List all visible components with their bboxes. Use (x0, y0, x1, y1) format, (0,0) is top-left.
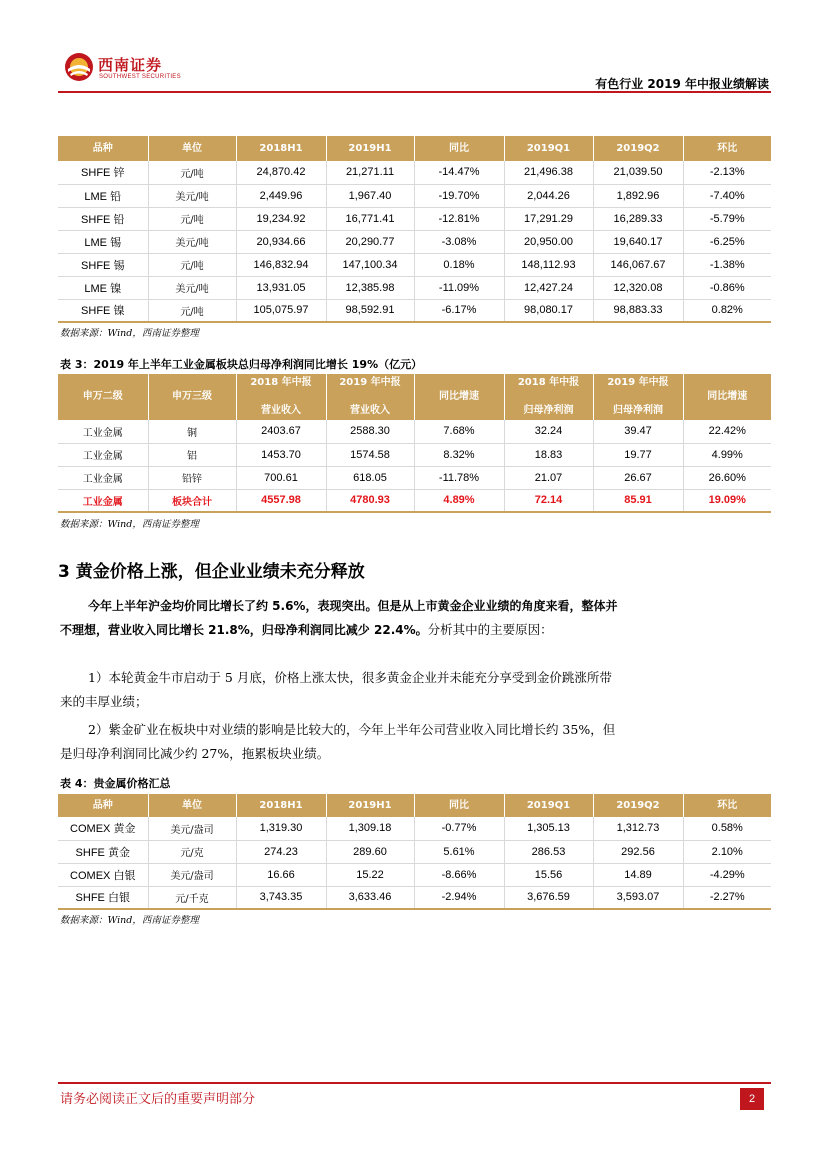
table-cell: 0.82% (683, 299, 771, 322)
table-cell: 工业金属 (58, 443, 148, 466)
table-row (58, 184, 771, 207)
table-cell: LME 锡 (58, 230, 148, 253)
table-cell: 元/吨 (148, 299, 236, 322)
table-cell: -14.47% (414, 161, 504, 184)
section-paragraph-1 (60, 594, 620, 642)
table-cell: 20,950.00 (504, 230, 593, 253)
footer-disclaimer: 请务必阅读正文后的重要声明部分 (60, 1092, 256, 1107)
table-cell: 21,039.50 (593, 161, 683, 184)
table-cell: 21,271.11 (326, 161, 414, 184)
southwest-securities-logo-icon (64, 52, 94, 82)
col-header-line: 营业收入 (350, 405, 390, 416)
table-header-row (58, 794, 771, 817)
col-header (593, 374, 683, 420)
table-cell: 15.56 (504, 863, 593, 886)
logo-english-name: SOUTHWEST SECURITIES (99, 74, 181, 80)
table3-source: 数据来源：Wind，西南证券整理 (60, 519, 199, 530)
table-cell: SHFE 铅 (58, 207, 148, 230)
table-cell: 美元/吨 (148, 276, 236, 299)
table-cell: 2403.67 (236, 420, 326, 443)
table-cell: 16.66 (236, 863, 326, 886)
table-cell: 274.23 (236, 840, 326, 863)
table-cell: 元/吨 (148, 207, 236, 230)
table-cell: -2.94% (414, 886, 504, 909)
table-cell: 铅锌 (148, 466, 236, 489)
report-title: 有色行业 2019 年中报业绩解读 (595, 77, 769, 91)
section-heading: 3 黄金价格上涨，但企业业绩未充分释放 (58, 562, 365, 582)
col-header: 2019Q2 (593, 794, 683, 817)
table-row (58, 863, 771, 886)
table-cell: 3,633.46 (326, 886, 414, 909)
table-cell: -7.40% (683, 184, 771, 207)
table-cell: 美元/吨 (148, 230, 236, 253)
table-cell: 3,593.07 (593, 886, 683, 909)
table-cell: 铜 (148, 420, 236, 443)
table3-caption: 表 3：2019 年上半年工业金属板块总归母净利润同比增长 19%（亿元） (60, 358, 423, 371)
table4-source: 数据来源：Wind，西南证券整理 (60, 915, 199, 926)
paragraph-text: 分析其中的主要原因： (427, 622, 553, 637)
footer-divider (58, 1082, 771, 1084)
table-cell: 2,044.26 (504, 184, 593, 207)
table1-source: 数据来源：Wind，西南证券整理 (60, 328, 199, 339)
table-cell: 美元/盎司 (148, 817, 236, 840)
table-cell: 1,892.96 (593, 184, 683, 207)
header-divider (58, 91, 771, 93)
col-header-line: 申万二级 (82, 391, 123, 402)
table-row (58, 161, 771, 184)
col-header: 品种 (58, 794, 148, 817)
table-cell: 32.24 (504, 420, 593, 443)
table-cell: 1,967.40 (326, 184, 414, 207)
table-cell: -6.17% (414, 299, 504, 322)
table-cell: 0.18% (414, 253, 504, 276)
col-header-line: 营业收入 (261, 405, 301, 416)
table-cell: -19.70% (414, 184, 504, 207)
table-cell: 18.83 (504, 443, 593, 466)
col-header: 2018H1 (236, 136, 326, 161)
table-cell: 5.61% (414, 840, 504, 863)
col-header-line: 申万三级 (172, 391, 212, 402)
table-cell: 1574.58 (326, 443, 414, 466)
table-cell: 3,676.59 (504, 886, 593, 909)
table-cell: 16,289.33 (593, 207, 683, 230)
section-paragraph-3: 2）紫金矿业在板块中对业绩的影响是比较大的，今年上半年公司营业收入同比增长约 35%，但是归母净利润同比减少约 27%，拖累板块业绩。 (60, 722, 616, 761)
col-header: 品种 (58, 136, 148, 161)
col-header-line: 2019 年中报 (607, 377, 669, 388)
table-cell: COMEX 黄金 (58, 817, 148, 840)
table-cell: 8.32% (414, 443, 504, 466)
col-header-line: 同比增速 (439, 391, 479, 402)
table-cell: 7.68% (414, 420, 504, 443)
table-cell: 19.77 (593, 443, 683, 466)
table-cell: 14.89 (593, 863, 683, 886)
industrial-metals-earnings-table (58, 374, 771, 513)
table-cell: -8.66% (414, 863, 504, 886)
table-cell: 20,934.66 (236, 230, 326, 253)
table-cell: 147,100.34 (326, 253, 414, 276)
col-header: 2019H1 (326, 136, 414, 161)
table-cell: SHFE 白银 (58, 886, 148, 909)
table-cell: 146,832.94 (236, 253, 326, 276)
table-cell: 22.42% (683, 420, 771, 443)
table-cell: -4.29% (683, 863, 771, 886)
table-cell: -3.08% (414, 230, 504, 253)
table-row (58, 276, 771, 299)
page-header (58, 40, 771, 96)
table-cell: 16,771.41 (326, 207, 414, 230)
table-header-row (58, 374, 771, 420)
table-cell: -2.27% (683, 886, 771, 909)
section-paragraph-2: 1）本轮黄金牛市启动于 5 月底，价格上涨太快，很多黄金企业并未能充分享受到金价跳涨所带来的丰厚业绩； (60, 670, 612, 709)
table-cell: -1.38% (683, 253, 771, 276)
table-cell: 美元/盎司 (148, 863, 236, 886)
table-cell: 1,305.13 (504, 817, 593, 840)
table-cell: 12,320.08 (593, 276, 683, 299)
paragraph-bold-text: 今年上半年沪金均价同比增长了约 5.6%，表现突出。但是从上市黄金企业业绩的角度来看，整体并不理想，营业收入同比增长 21.8%，归母净利润同比减少 22.4%。 (60, 599, 618, 637)
table-cell: 4780.93 (326, 489, 414, 512)
table-cell: LME 镍 (58, 276, 148, 299)
table-row (58, 817, 771, 840)
table-cell: -12.81% (414, 207, 504, 230)
table-cell: 39.47 (593, 420, 683, 443)
logo-chinese-name: 西南证券 (98, 56, 163, 74)
col-header: 单位 (148, 794, 236, 817)
table-cell: 3,743.35 (236, 886, 326, 909)
col-header-line: 2018 年中报 (517, 377, 580, 388)
col-header: 同比 (414, 794, 504, 817)
col-header-line: 归母净利润 (613, 405, 663, 416)
table-cell: 工业金属 (58, 489, 148, 512)
table-cell: SHFE 镍 (58, 299, 148, 322)
col-header: 环比 (683, 136, 771, 161)
col-header (414, 374, 504, 420)
table-cell: 98,592.91 (326, 299, 414, 322)
table-cell: -11.78% (414, 466, 504, 489)
table-cell: 铝 (148, 443, 236, 466)
table-cell: 0.58% (683, 817, 771, 840)
table-cell: SHFE 锌 (58, 161, 148, 184)
table-row (58, 886, 771, 909)
col-header: 2018H1 (236, 794, 326, 817)
table-cell: -11.09% (414, 276, 504, 299)
col-header-line: 2018 年中报 (250, 377, 312, 388)
table-cell: 13,931.05 (236, 276, 326, 299)
table-cell: 1,309.18 (326, 817, 414, 840)
table-cell: 元/千克 (148, 886, 236, 909)
col-header-line: 归母净利润 (523, 405, 574, 416)
table-cell: 1453.70 (236, 443, 326, 466)
table-row (58, 207, 771, 230)
table-cell: LME 铅 (58, 184, 148, 207)
table-cell: 19,234.92 (236, 207, 326, 230)
table-row (58, 840, 771, 863)
table-cell: 4.99% (683, 443, 771, 466)
col-header (148, 374, 236, 420)
table-cell: 286.53 (504, 840, 593, 863)
table-cell: 17,291.29 (504, 207, 593, 230)
table-cell: 4.89% (414, 489, 504, 512)
table-cell: 105,075.97 (236, 299, 326, 322)
table-cell: 2,449.96 (236, 184, 326, 207)
table-cell: 21.07 (504, 466, 593, 489)
table-cell: COMEX 白银 (58, 863, 148, 886)
table-cell: 289.60 (326, 840, 414, 863)
table-cell: 板块合计 (148, 489, 236, 512)
table-cell: 24,870.42 (236, 161, 326, 184)
table-row (58, 230, 771, 253)
table-row (58, 420, 771, 443)
table-cell: 98,883.33 (593, 299, 683, 322)
table-cell: 12,385.98 (326, 276, 414, 299)
col-header (683, 374, 771, 420)
table-cell: -2.13% (683, 161, 771, 184)
table-cell: 4557.98 (236, 489, 326, 512)
table-cell: 618.05 (326, 466, 414, 489)
col-header: 2019Q1 (504, 794, 593, 817)
table-cell: -0.77% (414, 817, 504, 840)
table-cell: 26.60% (683, 466, 771, 489)
col-header: 单位 (148, 136, 236, 161)
col-header-line: 同比增速 (707, 391, 748, 402)
table-cell: 工业金属 (58, 420, 148, 443)
table-cell: 19.09% (683, 489, 771, 512)
table-row (58, 253, 771, 276)
col-header: 2019Q2 (593, 136, 683, 161)
table-cell: 72.14 (504, 489, 593, 512)
table-cell: 15.22 (326, 863, 414, 886)
table-cell: 20,290.77 (326, 230, 414, 253)
table-cell: SHFE 黄金 (58, 840, 148, 863)
table-total-row (58, 489, 771, 512)
table-cell: 21,496.38 (504, 161, 593, 184)
col-header (236, 374, 326, 420)
table-cell: 1,312.73 (593, 817, 683, 840)
table-cell: 美元/吨 (148, 184, 236, 207)
col-header: 2019H1 (326, 794, 414, 817)
col-header: 同比 (414, 136, 504, 161)
table-cell: -5.79% (683, 207, 771, 230)
col-header: 2019Q1 (504, 136, 593, 161)
table-cell: 85.91 (593, 489, 683, 512)
table-cell: 工业金属 (58, 466, 148, 489)
table-cell: 元/吨 (148, 161, 236, 184)
table-cell: 19,640.17 (593, 230, 683, 253)
table4-caption: 表 4：贵金属价格汇总 (60, 777, 171, 790)
page-number: 2 (740, 1088, 764, 1110)
table-cell: 元/克 (148, 840, 236, 863)
table-cell: 98,080.17 (504, 299, 593, 322)
table-cell: 元/吨 (148, 253, 236, 276)
table-header-row (58, 136, 771, 161)
table-cell: 2588.30 (326, 420, 414, 443)
table-cell: 1,319.30 (236, 817, 326, 840)
table-cell: 292.56 (593, 840, 683, 863)
col-header (504, 374, 593, 420)
table-cell: 26.67 (593, 466, 683, 489)
col-header-line: 2019 年中报 (339, 377, 401, 388)
metal-price-table (58, 136, 771, 323)
col-header: 环比 (683, 794, 771, 817)
table-cell: 146,067.67 (593, 253, 683, 276)
table-cell: 12,427.24 (504, 276, 593, 299)
table-cell: -6.25% (683, 230, 771, 253)
table-cell: 700.61 (236, 466, 326, 489)
table-cell: SHFE 锡 (58, 253, 148, 276)
col-header (58, 374, 148, 420)
table-cell: 2.10% (683, 840, 771, 863)
precious-metal-price-table (58, 794, 771, 910)
table-cell: 148,112.93 (504, 253, 593, 276)
table-row (58, 443, 771, 466)
col-header (326, 374, 414, 420)
table-row (58, 466, 771, 489)
table-cell: -0.86% (683, 276, 771, 299)
table-row (58, 299, 771, 322)
